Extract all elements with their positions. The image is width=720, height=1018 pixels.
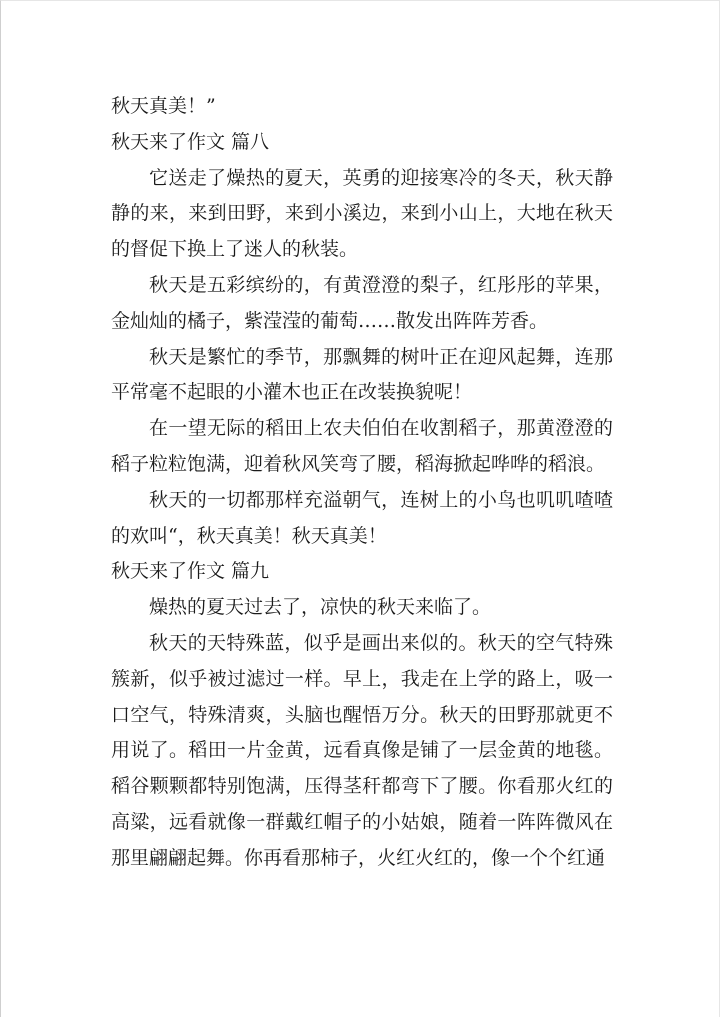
paragraph: 秋天是五彩缤纷的，有黄澄澄的梨子，红彤彤的苹果，金灿灿的橘子，紫滢滢的葡萄……散发出阵阵芳香。 [111,273,613,332]
section-heading-eight: 秋天来了作文 篇八 [111,130,270,153]
paragraph: 它送走了燥热的夏天，英勇的迎接寒冷的冬天，秋天静静的来，来到田野，来到小溪边，来到小山上，大地在秋天的督促下换上了迷人的秋装。 [111,166,613,261]
paragraph: 在一望无际的稻田上农夫伯伯在收割稻子，那黄澄澄的稻子粒粒饱满，迎着秋风笑弯了腰，稻海掀起哗哗的稻浪。 [111,417,613,475]
paragraph: 燥热的夏天过去了，凉快的秋天来临了。 [149,596,492,619]
paragraph: 秋天是繁忙的季节，那飘舞的树叶正在迎风起舞，连那平常毫不起眼的小灌木也正在改装换貌呢！ [111,345,613,404]
paragraph: 秋天的天特殊蓝，似乎是画出来似的。秋天的空气特殊簇新，似乎被过滤过一样。早上，我走在上学的路上，吸一口空气，特殊清爽，头脑也醒悟万分。秋天的田野那就更不用说了。稻田一片金黄，远看真像是铺了一层金黄的地毯。稻谷颗颗都特别饱满，压得茎秆都弯下了腰。你看那火红的高粱，远看就像一群戴红帽子的小姑娘，随着一阵阵微风在那里翩翩起舞。你再看那柿子，火红火红的，像一个个红通 [111,631,613,869]
document-body [111,89,613,877]
paragraph-closing-line: 秋天真美！” [111,95,216,117]
paragraph: 秋天的一切都那样充溢朝气，连树上的小鸟也叽叽喳喳的欢叫“，秋天真美！秋天真美！ [111,488,613,547]
section-heading-nine: 秋天来了作文 篇九 [111,560,270,583]
